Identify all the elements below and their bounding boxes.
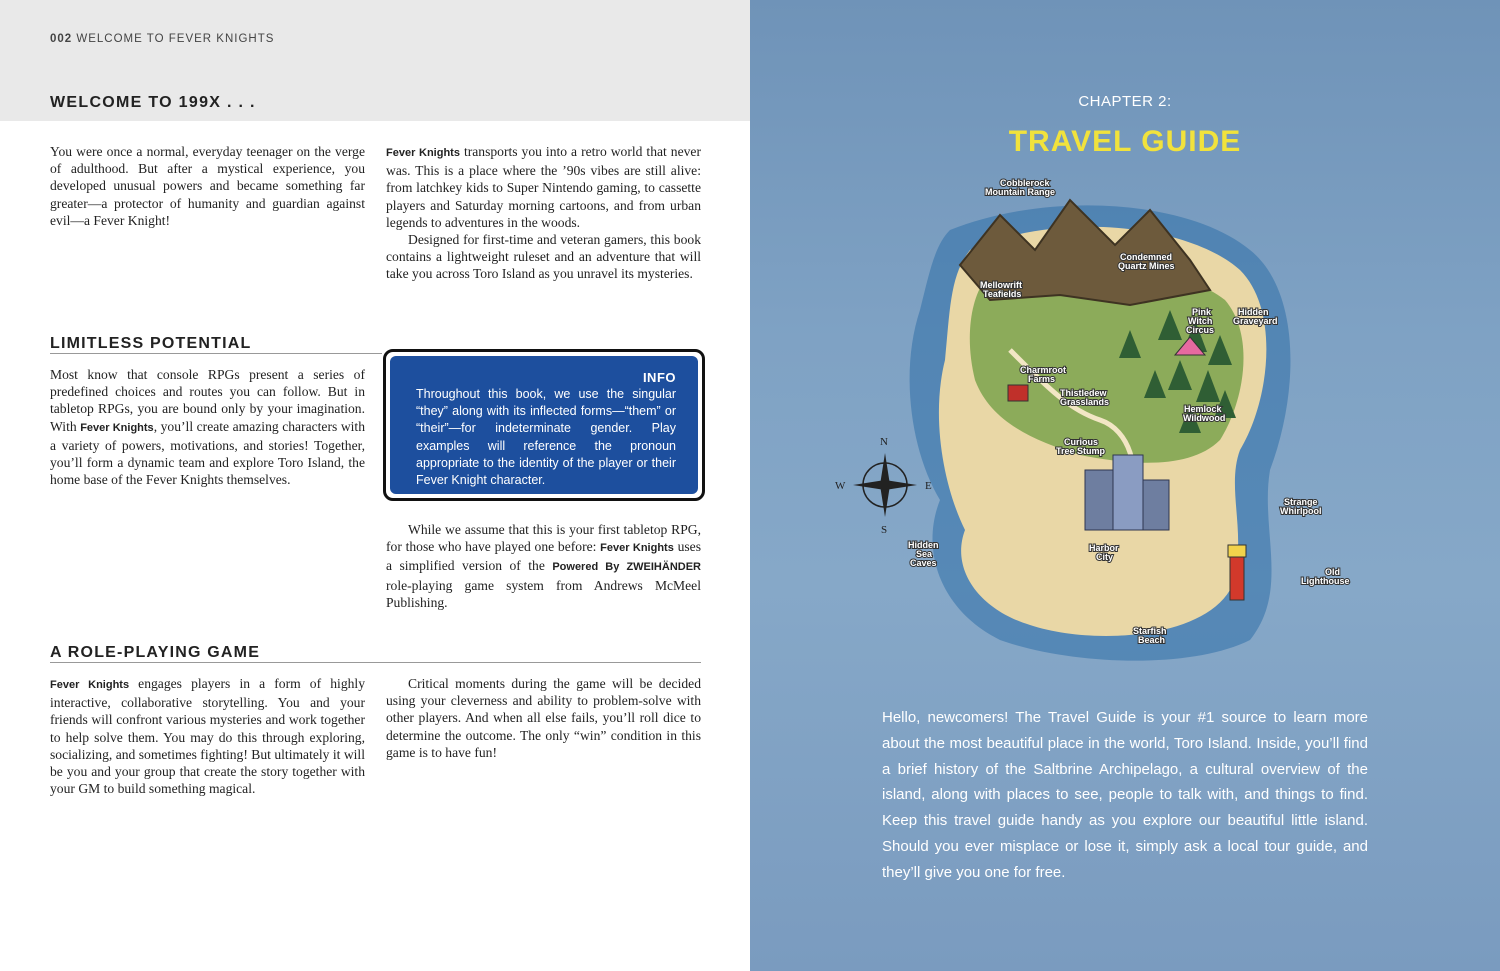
- intro-paragraph-2: [386, 143, 701, 231]
- intro-column-1: [50, 143, 365, 229]
- chapter-title: TRAVEL GUIDE: [1008, 125, 1242, 158]
- info-box-text: Throughout this book, we use the singular “they” along with its inflected forms—“them” or “their”—for indeterminate gender. Play examples will reference the pronoun appropriate to the identity of the player or their Fever Knight character.: [416, 387, 676, 488]
- main-heading: WELCOME TO 199X . . .: [50, 94, 256, 111]
- tabletop-text-b: uses a simplified version of the: [386, 539, 701, 574]
- powered-by-name: Powered By ZWEIHÄNDER: [552, 561, 701, 574]
- compass-west: W: [835, 480, 846, 492]
- tabletop-text-a: While we assume that this is your first tabletop RPG, for those who have played one before:: [386, 522, 701, 555]
- section-rule: [50, 353, 382, 354]
- map-label-hidden-graveyard: Hidden Graveyard: [1233, 307, 1278, 326]
- info-box-panel: [390, 356, 698, 494]
- right-page: [750, 0, 1500, 971]
- info-box: [383, 349, 705, 501]
- rpg-column-2: [386, 675, 701, 761]
- map-label-condemned: Condemned Quartz Mines: [1118, 252, 1175, 271]
- rpg-paragraph-2: Critical moments during the game will be decided using your cleverness and ability to problem-solve with other players. And when all else fails, you’ll roll dice to determine the outcome. The only “win” condition in this game is to have fun!: [386, 676, 701, 760]
- map-label-harbor-city: Harbor City: [1089, 543, 1119, 562]
- background-decoration: [805, 185, 817, 231]
- rpg-text-1: engages players in a form of highly interactive, collaborative storytelling. You and your friends will confront various mysteries and work together to help solve them. You may do this through exploring, socializing, and sometimes fighting! But ultimately it will be you and your group that create the story together with your GM to build something magical.: [50, 676, 365, 797]
- chapter-label: CHAPTER 2:: [1078, 93, 1172, 110]
- lighthouse: [1228, 545, 1246, 600]
- tabletop-paragraph: [386, 521, 701, 611]
- potential-column: [50, 366, 365, 488]
- running-head-title: WELCOME TO FEVER KNIGHTS: [76, 33, 275, 45]
- rpg-column-1: [50, 675, 365, 797]
- barn: [1008, 385, 1028, 401]
- tabletop-column: [386, 521, 701, 611]
- background-decoration: [790, 580, 802, 626]
- potential-text-b: , you’ll create amazing characters with a variety of powers, motivations, and stories! Together, you’ll form a dynamic team and explore Toro Island, the home base of the Fever Knights themselves.: [50, 418, 365, 488]
- brand-name: Fever Knights: [80, 421, 154, 434]
- brand-name: Fever Knights: [50, 679, 130, 691]
- compass-south: S: [881, 524, 888, 536]
- page-number: 002: [50, 33, 73, 45]
- map-label-strange-whirlpool: Strange Whirlpool: [1280, 497, 1322, 516]
- compass-north: N: [880, 436, 888, 448]
- compass-east: E: [925, 480, 932, 492]
- map-label-old-lighthouse: Old Lighthouse: [1301, 567, 1350, 586]
- map-label-hidden-sea-caves: Hidden Sea Caves: [908, 540, 939, 568]
- intro-paragraph-3: Designed for first-time and veteran gamers, this book contains a lightweight ruleset and an adventure that will take you across Toro Island as you unravel its mysteries.: [386, 232, 701, 282]
- brand-name: Fever Knights: [386, 147, 460, 159]
- island-map: [830, 170, 1390, 670]
- map-label-cobblerock: Cobblerock Mountain Range: [985, 178, 1055, 197]
- brand-name: Fever Knights: [600, 542, 674, 555]
- running-head: [50, 33, 274, 45]
- travel-guide-intro: Hello, newcomers! The Travel Guide is your #1 source to learn more about the most beautiful place in the world, Toro Island. Inside, you’ll find a brief history of the Saltbrine Archipelago, a cultural overview of the island, along with places to see, people to talk with, and things to find. Keep this travel guide handy as you explore our beautiful little island. Should you ever misplace or lose it, simply ask a local tour guide, and they’ll give you one for free.: [882, 709, 1368, 881]
- map-label-mellowrift: Mellowrift Teafields: [980, 280, 1022, 299]
- map-label-pink-witch-circus: Pink Witch Circus: [1186, 307, 1215, 335]
- section-heading-potential: LIMITLESS POTENTIAL: [50, 335, 252, 352]
- intro-column-2: [386, 143, 701, 283]
- rpg-paragraph-1: [50, 675, 365, 797]
- intro-paragraph-2-text: transports you into a retro world that never was. This is a place where the ’90s vibes are still alive: from latchkey kids to Super Nintendo gaming, to cassette players and Saturday morning cartoons, and from urban legends to adventures in the woods.: [386, 144, 701, 230]
- potential-text-a: Most know that console RPGs present a series of predefined choices and routes you can follow. But in tabletop RPGs, you are bound only by your imagination. With: [50, 367, 365, 434]
- compass-rose: [835, 436, 932, 536]
- info-box-title: INFO: [642, 370, 676, 385]
- potential-paragraph: [50, 366, 365, 488]
- map-label-hemlock: Hemlock Wildwood: [1183, 404, 1226, 423]
- section-heading-rpg: A ROLE-PLAYING GAME: [50, 644, 261, 661]
- intro-paragraph-1: You were once a normal, everyday teenager on the verge of adulthood. But after a mystical experience, you developed unusual powers and became something far greater—a protector of humanity and guardian against evil—a Fever Knight!: [50, 144, 365, 228]
- map-label-starfish-beach: Starfish Beach: [1133, 626, 1167, 645]
- map-label-curious-stump: Curious Tree Stump: [1056, 437, 1106, 456]
- tabletop-text-c: role-playing game system from Andrews McMeel Publishing.: [386, 577, 701, 610]
- section-rule: [50, 662, 701, 663]
- map-label-charmroot: Charmroot Farms: [1020, 365, 1067, 384]
- map-label-thistledew: Thistledew Grasslands: [1060, 388, 1110, 407]
